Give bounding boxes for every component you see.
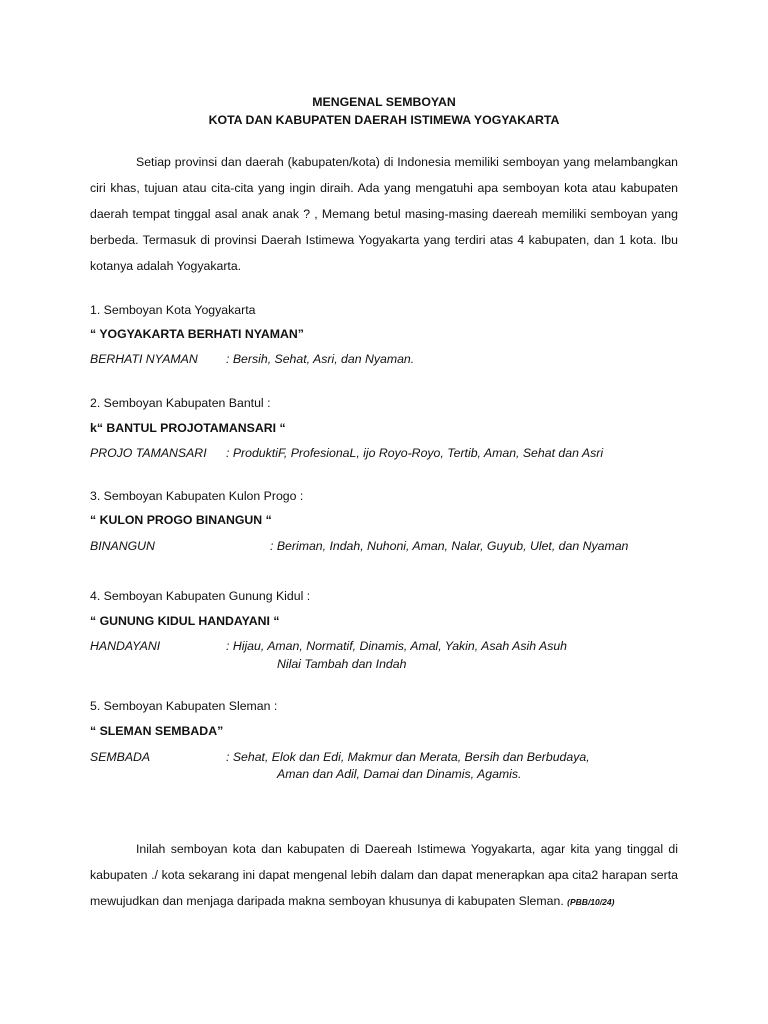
section-5-motto: “ SLEMAN SEMBADA”: [90, 724, 224, 738]
section-4-motto: “ GUNUNG KIDUL HANDAYANI “: [90, 614, 280, 628]
section-1-motto: “ YOGYAKARTA BERHATI NYAMAN”: [90, 327, 304, 341]
signature-code: (PBB/10/24): [567, 897, 615, 907]
section-3-meaning: : Beriman, Indah, Nuhoni, Aman, Nalar, Guyub, Ulet, dan Nyaman: [270, 539, 629, 553]
section-5-meaning-cont: Aman dan Adil, Damai dan Dinamis, Agamis.: [277, 767, 522, 781]
section-4-term: HANDAYANI: [90, 639, 161, 653]
title-line-2: KOTA DAN KABUPATEN DAERAH ISTIMEWA YOGYAKARTA: [208, 113, 560, 127]
section-4-meaning-cont: Nilai Tambah dan Indah: [277, 657, 407, 671]
section-3-motto: “ KULON PROGO BINANGUN “: [90, 513, 272, 527]
section-5-meaning: : Sehat, Elok dan Edi, Makmur dan Merata, Bersih dan Berbudaya,: [226, 750, 590, 764]
section-2-meaning: : ProduktiF, ProfesionaL, ijo Royo-Royo, Tertib, Aman, Sehat dan Asri: [226, 446, 604, 460]
intro-paragraph: [90, 149, 678, 279]
closing-paragraph: [90, 836, 678, 915]
section-3-term: BINANGUN: [90, 539, 155, 553]
section-4-meaning: : Hijau, Aman, Normatif, Dinamis, Amal, Yakin, Asah Asih Asuh: [226, 639, 568, 653]
section-1-heading: 1. Semboyan Kota Yogyakarta: [90, 303, 256, 317]
section-1-meaning: : Bersih, Sehat, Asri, dan Nyaman.: [226, 352, 415, 366]
section-2-heading: 2. Semboyan Kabupaten Bantul :: [90, 396, 271, 410]
section-5-heading: 5. Semboyan Kabupaten Sleman :: [90, 699, 278, 713]
intro-text: Setiap provinsi dan daerah (kabupaten/kota) di Indonesia memiliki semboyan yang melambangkan ciri khas, tujuan atau cita-cita yang ingin diraih. Ada yang mengatuhi apa semboyan kota atau kabupaten daerah tempat tinggal asal anak anak ? , Memang betul masing-masing daereah memiliki semboyan yang berbeda. Termasuk di provinsi Daerah Istimewa Yogyakarta yang terdiri atas 4 kabupaten, dan 1 kota. Ibu kotanya adalah Yogyakarta.: [90, 155, 678, 273]
section-1-term: BERHATI NYAMAN: [90, 352, 198, 366]
closing-text: Inilah semboyan kota dan kabupaten di Daereah Istimewa Yogyakarta, agar kita yang tinggal di kabupaten ./ kota sekarang ini dapat mengenal lebih dalam dan dapat menerapkan apa cita2 harapan serta mewujudkan dan menjaga daripada makna semboyan khusunya di kabupaten Sleman.: [90, 842, 678, 908]
title-line-1: MENGENAL SEMBOYAN: [312, 95, 456, 109]
section-2-motto: k“ BANTUL PROJOTAMANSARI “: [90, 421, 286, 435]
section-5-term: SEMBADA: [90, 750, 151, 764]
section-3-heading: 3. Semboyan Kabupaten Kulon Progo :: [90, 489, 304, 503]
section-2-term: PROJO TAMANSARI: [90, 446, 207, 460]
section-4-heading: 4. Semboyan Kabupaten Gunung Kidul :: [90, 589, 311, 603]
